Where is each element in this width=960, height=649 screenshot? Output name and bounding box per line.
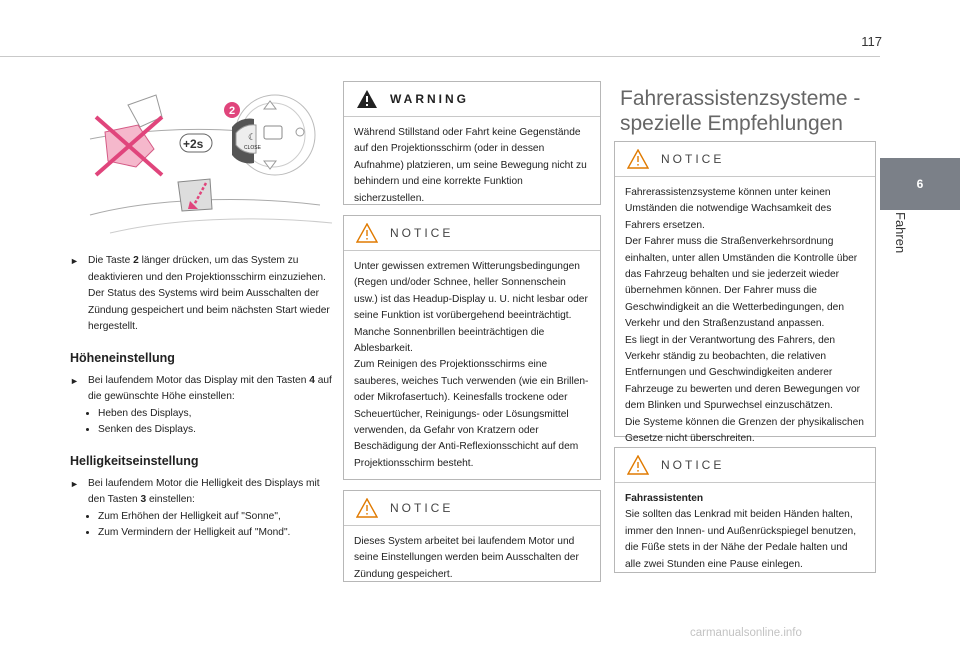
- callout-number: 2: [229, 105, 236, 117]
- height-text-rest: auf die gewünschte Höhe einstellen:: [88, 374, 332, 403]
- list-item: • Zum Erhöhen der Helligkeit auf "Sonne",: [98, 509, 332, 526]
- notice-box: [614, 141, 876, 445]
- height-text: Bei laufendem Motor das Display mit den Tasten: [88, 374, 310, 386]
- section-title-line: Fahrerassistenzsysteme -: [620, 87, 861, 110]
- notice-box: [343, 215, 601, 480]
- watermark: carmanualsonline.info: [690, 627, 802, 639]
- brightness-list: [70, 509, 332, 542]
- list-item: • Heben des Displays,: [98, 406, 332, 423]
- section-title: [620, 86, 860, 136]
- notice-text: Dieses System arbeitet bei laufendem Motor und seine Einstellungen werden beim Ausschalten der Zündung gespeichert.: [354, 536, 579, 580]
- notice-subheading: Fahrassistenten: [625, 493, 704, 504]
- brightness-instruction: [70, 476, 332, 509]
- section-title-line: spezielle Empfehlungen: [620, 112, 843, 135]
- warning-header: [344, 82, 600, 117]
- height-instruction: [70, 373, 332, 406]
- notice-body: [344, 251, 600, 480]
- close-button-text: CLOSE: [244, 145, 261, 151]
- notice-label: NOTICE: [661, 458, 725, 472]
- intro-text-rest: länger drücken, um das System zu deaktivieren und den Projektionsschirm einzuziehen. Der Status des Systems wird beim Ausschalten der Zündung gespeichert und beim nächsten Start wieder hergestellt.: [88, 255, 330, 333]
- key-ref: 3: [140, 494, 147, 506]
- column-left: [70, 253, 332, 542]
- arrow-right-icon: ►: [70, 256, 79, 266]
- notice-triangle-icon: [356, 498, 378, 518]
- notice-header: [615, 448, 875, 483]
- notice-paragraph: Unter gewissen extremen Witterungsbedingungen (Regen und/oder Schnee, heller Sonnenschein usw.) ist das Headup-Display u. U. nicht lesbar oder seine Funktion ist vorübergehend beeinträchtigt.: [354, 261, 588, 322]
- notice-label: NOTICE: [661, 152, 725, 166]
- hold-duration-label: +2s: [183, 137, 204, 151]
- notice-label: NOTICE: [390, 226, 454, 240]
- svg-text:☾: ☾: [248, 132, 257, 142]
- chapter-number: 6: [916, 177, 924, 191]
- brightness-text: Bei laufendem Motor die Helligkeit des Displays mit den Tasten: [88, 477, 320, 506]
- chapter-tab[interactable]: [880, 158, 960, 210]
- key-ref: 4: [309, 374, 315, 386]
- notice-paragraph: Die Systeme können die Grenzen der physikalischen Gesetze nicht überschreiten.: [625, 416, 864, 445]
- notice-body: [615, 483, 875, 581]
- notice-paragraph: Zum Reinigen des Projektionsschirms eine sauberes, weiches Tuch verwenden (wie ein Brillen- oder Mikrofasertuch). Keinesfalls trockene oder Scheuertücher, Reinigungs- oder Lösungsmittel verwenden, da Gefahr von Kratzern oder Beschädigung der Anti-Reflexionsschicht auf dem Projektionsschirm besteht.: [354, 359, 589, 469]
- notice-triangle-icon: [627, 455, 649, 475]
- notice-header: [615, 142, 875, 177]
- notice-paragraph: Fahrerassistenzsysteme können unter keinen Umständen die notwendige Wachsamkeit des Fahrers ersetzen.: [625, 187, 832, 231]
- notice-paragraph: Es liegt in der Verantwortung des Fahrers, den Verkehr ständig zu beobachten, die relativen Entfernungen und Geschwindigkeiten anderer Fahrzeuge zu bewerten und deren Bewegungen vor dem Blinken und Spurwechsel einzuschätzen.: [625, 334, 861, 412]
- chapter-name-container: [893, 212, 913, 282]
- height-list: [70, 406, 332, 439]
- warning-label: WARNING: [390, 92, 469, 106]
- intro-text: Die Taste: [88, 255, 134, 266]
- header-rule: [0, 56, 880, 57]
- brightness-text-rest: einstellen:: [146, 494, 195, 506]
- notice-label: NOTICE: [390, 501, 454, 515]
- notice-paragraph: Der Fahrer muss die Straßenverkehrsordnung einhalten, unter allen Umständen die Kontrolle über das Fahrzeug behalten und sie jederzeit wieder übernehmen können. Der Fahrer muss die Geschwindigkeit an die Wetterbedingungen, den Verkehr und den Straßenzustand anpassen.: [625, 236, 858, 330]
- arrow-right-icon: ►: [70, 478, 79, 489]
- height-heading: Höheneinstellung: [70, 350, 175, 365]
- warning-triangle-icon: [356, 89, 378, 109]
- warning-box: [343, 81, 601, 205]
- notice-box: [343, 490, 601, 582]
- arrow-right-icon: ►: [70, 375, 79, 386]
- warning-text: Während Stillstand oder Fahrt keine Gegenstände auf den Projektionsschirm (oder in dessen Aufnahme) platzieren, um seine Bewegung nicht zu behindern und eine korrekte Funktion sicherzustellen.: [354, 127, 587, 204]
- key-ref: 2: [133, 255, 139, 266]
- notice-body: [615, 177, 875, 456]
- notice-paragraph: Sie sollten das Lenkrad mit beiden Händen halten, immer den Innen- und Außenrückspiegel benutzen, die Füße stets in der Nähe der Pedale halten und alle zwei Stunden eine Pause einlegen.: [625, 509, 857, 570]
- deactivate-instruction: [70, 253, 332, 336]
- page-number: 117: [861, 34, 882, 49]
- notice-box: [614, 447, 876, 573]
- head-up-display-illustration: [70, 87, 340, 237]
- chapter-name: Fahren: [893, 212, 908, 254]
- list-item: • Senken des Displays.: [98, 422, 332, 439]
- notice-triangle-icon: [627, 149, 649, 169]
- brightness-heading: Helligkeitseinstellung: [70, 453, 199, 468]
- notice-paragraph: Manche Sonnenbrillen beeinträchtigen die Ablesbarkeit.: [354, 326, 545, 355]
- notice-triangle-icon: [356, 223, 378, 243]
- notice-header: [344, 491, 600, 526]
- list-item: • Zum Vermindern der Helligkeit auf "Mond".: [98, 525, 332, 542]
- notice-header: [344, 216, 600, 251]
